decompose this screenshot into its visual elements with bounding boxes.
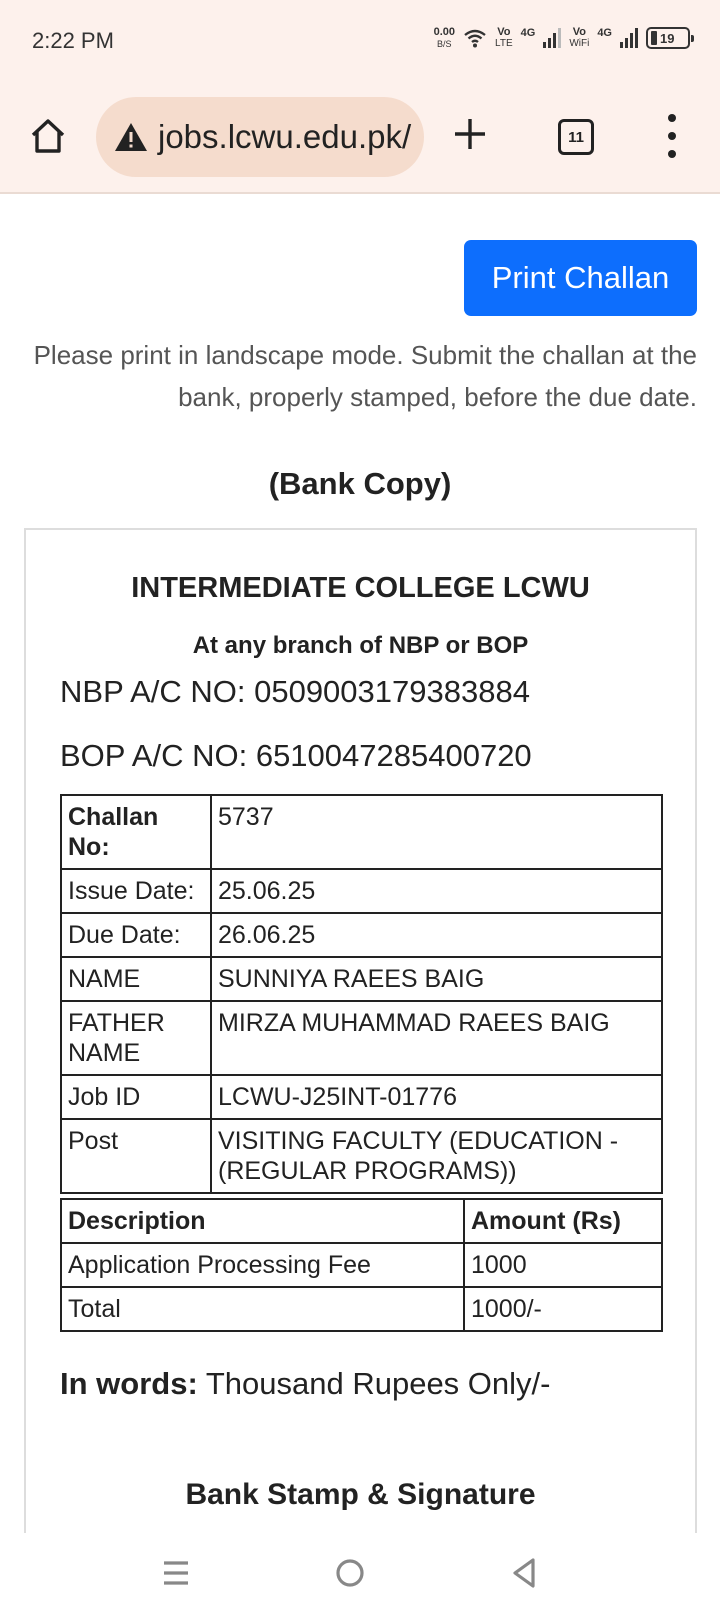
sim2-tag-top: Vo — [572, 26, 586, 38]
copy-heading: (Bank Copy) — [268, 466, 452, 501]
row-value: 26.06.25 — [211, 913, 662, 957]
print-challan-button[interactable]: Print Challan — [464, 240, 697, 316]
home-circle-icon — [335, 1558, 365, 1588]
plus-icon — [452, 116, 488, 152]
bop-account: BOP A/C NO: 6510047285400720 — [60, 738, 532, 773]
warning-icon — [114, 122, 148, 152]
sim2-tag-bottom: WiFi — [569, 38, 590, 49]
row-value: MIRZA MUHAMMAD RAEES BAIG — [211, 1001, 662, 1075]
navigation-bar — [0, 1533, 720, 1612]
fee-amount: 1000 — [464, 1243, 662, 1287]
address-bar[interactable] — [96, 97, 424, 177]
net-speed — [434, 26, 455, 50]
table-row — [61, 795, 662, 869]
in-words-label: In words: — [60, 1366, 198, 1401]
row-value: VISITING FACULTY (EDUCATION - (REGULAR PROGRAMS)) — [211, 1119, 662, 1193]
status-bar — [0, 0, 720, 84]
in-words-value: Thousand Rupees Only/- — [205, 1366, 551, 1401]
fee-description: Total — [61, 1287, 464, 1331]
sim2-tag — [569, 26, 589, 50]
row-value: LCWU-J25INT-01776 — [211, 1075, 662, 1119]
table-row — [61, 1243, 662, 1287]
sim1-tag-top: Vo — [497, 26, 511, 38]
home-button[interactable] — [26, 114, 70, 158]
table-row — [61, 1075, 662, 1119]
branch-text: At any branch of NBP or BOP — [192, 632, 529, 659]
bank-stamp-label: Bank Stamp & Signature — [185, 1478, 536, 1511]
tab-count: 11 — [568, 128, 584, 146]
fee-table — [60, 1198, 663, 1332]
row-label: Post — [61, 1119, 211, 1193]
net-speed-value: 0.00 — [433, 26, 456, 38]
recents-icon — [161, 1558, 191, 1588]
new-tab-button[interactable] — [452, 108, 488, 161]
row-label: Challan No: — [61, 795, 211, 869]
amount-in-words — [60, 1366, 550, 1402]
description-header: Description — [61, 1199, 464, 1243]
home-icon — [28, 116, 68, 156]
tabs-button[interactable] — [558, 119, 594, 155]
row-label: Job ID — [61, 1075, 211, 1119]
fee-description: Application Processing Fee — [61, 1243, 464, 1287]
sim1-tag-bottom: LTE — [495, 38, 513, 49]
fee-amount: 1000/- — [464, 1287, 662, 1331]
browser-toolbar — [0, 84, 720, 194]
row-value: SUNNIYA RAEES BAIG — [211, 957, 662, 1001]
row-value: 25.06.25 — [211, 869, 662, 913]
signal-icon — [543, 28, 561, 48]
nbp-account: NBP A/C NO: 0509003179383884 — [60, 674, 530, 709]
battery-icon — [646, 27, 690, 49]
recents-button[interactable] — [156, 1553, 196, 1593]
amount-header: Amount (Rs) — [464, 1199, 662, 1243]
row-label: Issue Date: — [61, 869, 211, 913]
signal-icon — [620, 28, 638, 48]
row-label: FATHER NAME — [61, 1001, 211, 1075]
sim1-tag — [495, 26, 513, 50]
status-icons — [434, 26, 690, 50]
sim1-network: 4G — [520, 27, 536, 39]
home-nav-button[interactable] — [330, 1553, 370, 1593]
table-row — [61, 913, 662, 957]
table-header-row — [61, 1199, 662, 1243]
row-label: Due Date: — [61, 913, 211, 957]
url-text: jobs.lcwu.edu.pk/ — [158, 118, 412, 155]
table-row — [61, 869, 662, 913]
table-row — [61, 957, 662, 1001]
more-icon[interactable] — [662, 114, 682, 158]
table-row — [61, 1001, 662, 1075]
wifi-icon — [463, 28, 487, 48]
back-button[interactable] — [504, 1553, 544, 1593]
status-time: 2:22 PM — [32, 28, 114, 53]
battery-level: 19 — [660, 30, 675, 46]
challan-info-table — [60, 794, 663, 1194]
college-name: INTERMEDIATE COLLEGE LCWU — [131, 572, 590, 604]
challan-card — [24, 528, 697, 1533]
table-row — [61, 1119, 662, 1193]
sim2-network: 4G — [597, 27, 612, 39]
row-label: NAME — [61, 957, 211, 1001]
row-value: 5737 — [211, 795, 662, 869]
back-icon — [509, 1557, 539, 1589]
table-row — [61, 1287, 662, 1331]
net-speed-unit: B/S — [437, 39, 452, 49]
print-instructions: Please print in landscape mode. Submit the challan at the bank, properly stamped, before the due date. — [33, 340, 697, 412]
